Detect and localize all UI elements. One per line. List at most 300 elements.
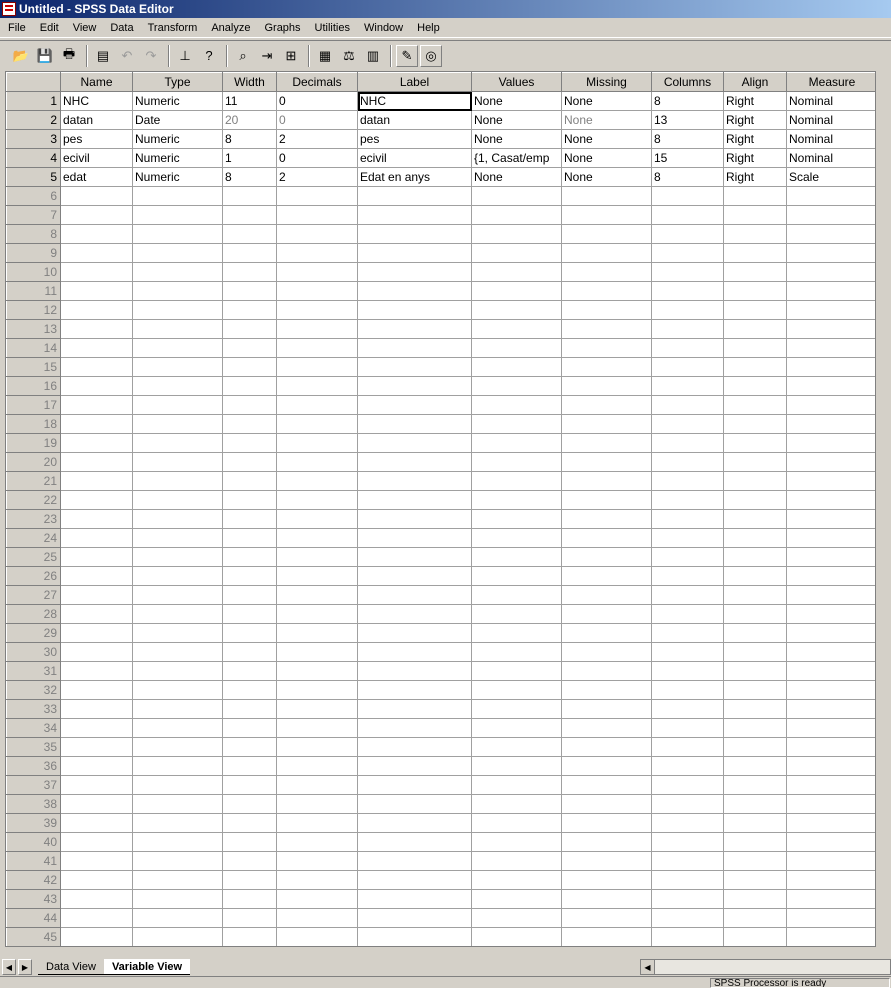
cell-missing[interactable] bbox=[562, 757, 652, 776]
row-number[interactable]: 21 bbox=[7, 472, 61, 491]
cell-decimals[interactable] bbox=[277, 852, 358, 871]
cell-decimals[interactable] bbox=[277, 187, 358, 206]
cell-missing[interactable] bbox=[562, 586, 652, 605]
row-number[interactable]: 12 bbox=[7, 301, 61, 320]
cell-align[interactable] bbox=[724, 757, 787, 776]
cell-decimals[interactable] bbox=[277, 833, 358, 852]
cell-measure[interactable] bbox=[787, 244, 877, 263]
scroll-left-arrow-icon[interactable]: ◀ bbox=[641, 960, 655, 974]
row-number[interactable]: 33 bbox=[7, 700, 61, 719]
row-number[interactable]: 15 bbox=[7, 358, 61, 377]
cell-label[interactable] bbox=[358, 282, 472, 301]
tab-scroll-right-icon[interactable]: ▶ bbox=[18, 959, 32, 975]
cell-measure[interactable] bbox=[787, 548, 877, 567]
cell-decimals[interactable] bbox=[277, 795, 358, 814]
cell-missing[interactable] bbox=[562, 814, 652, 833]
row-number[interactable]: 27 bbox=[7, 586, 61, 605]
cell-measure[interactable] bbox=[787, 225, 877, 244]
cell-decimals[interactable] bbox=[277, 282, 358, 301]
cell-align[interactable] bbox=[724, 643, 787, 662]
row-number[interactable]: 7 bbox=[7, 206, 61, 225]
cell-values[interactable] bbox=[472, 548, 562, 567]
cell-width[interactable] bbox=[223, 396, 277, 415]
cell-missing[interactable]: None bbox=[562, 92, 652, 111]
cell-decimals[interactable] bbox=[277, 605, 358, 624]
cell-measure[interactable] bbox=[787, 871, 877, 890]
cell-decimals[interactable] bbox=[277, 928, 358, 947]
cell-columns[interactable]: 8 bbox=[652, 130, 724, 149]
menu-utilities[interactable]: Utilities bbox=[314, 21, 350, 34]
cell-label[interactable] bbox=[358, 681, 472, 700]
cell-type[interactable] bbox=[133, 510, 223, 529]
cell-columns[interactable] bbox=[652, 852, 724, 871]
cell-align[interactable] bbox=[724, 510, 787, 529]
cell-measure[interactable] bbox=[787, 662, 877, 681]
cell-name[interactable] bbox=[61, 605, 133, 624]
row-number[interactable]: 11 bbox=[7, 282, 61, 301]
cell-values[interactable] bbox=[472, 434, 562, 453]
cell-measure[interactable] bbox=[787, 339, 877, 358]
cell-name[interactable]: NHC bbox=[61, 92, 133, 111]
cell-type[interactable] bbox=[133, 681, 223, 700]
cell-measure[interactable] bbox=[787, 700, 877, 719]
cell-label[interactable] bbox=[358, 738, 472, 757]
cell-values[interactable] bbox=[472, 529, 562, 548]
cell-align[interactable] bbox=[724, 719, 787, 738]
cell-missing[interactable] bbox=[562, 909, 652, 928]
row-number[interactable]: 31 bbox=[7, 662, 61, 681]
cell-label[interactable] bbox=[358, 890, 472, 909]
cell-name[interactable] bbox=[61, 187, 133, 206]
cell-decimals[interactable] bbox=[277, 700, 358, 719]
cell-name[interactable]: datan bbox=[61, 111, 133, 130]
select-cases-icon[interactable]: ▥ bbox=[366, 47, 380, 63]
cell-width[interactable] bbox=[223, 776, 277, 795]
cell-width[interactable]: 8 bbox=[223, 130, 277, 149]
cell-name[interactable] bbox=[61, 377, 133, 396]
cell-width[interactable] bbox=[223, 757, 277, 776]
cell-width[interactable] bbox=[223, 586, 277, 605]
cell-label[interactable]: datan bbox=[358, 111, 472, 130]
cell-type[interactable] bbox=[133, 852, 223, 871]
cell-type[interactable] bbox=[133, 548, 223, 567]
cell-label[interactable] bbox=[358, 339, 472, 358]
row-number[interactable]: 1 bbox=[7, 92, 61, 111]
cell-measure[interactable] bbox=[787, 415, 877, 434]
cell-columns[interactable] bbox=[652, 871, 724, 890]
row-number[interactable]: 42 bbox=[7, 871, 61, 890]
cell-name[interactable] bbox=[61, 244, 133, 263]
cell-width[interactable] bbox=[223, 301, 277, 320]
cell-width[interactable] bbox=[223, 548, 277, 567]
cell-decimals[interactable] bbox=[277, 909, 358, 928]
cell-columns[interactable] bbox=[652, 795, 724, 814]
cell-values[interactable]: {1, Casat/emp bbox=[472, 149, 562, 168]
cell-width[interactable] bbox=[223, 244, 277, 263]
cell-missing[interactable] bbox=[562, 624, 652, 643]
cell-columns[interactable]: 8 bbox=[652, 168, 724, 187]
find-icon[interactable]: ⌕ bbox=[239, 47, 247, 63]
cell-type[interactable] bbox=[133, 358, 223, 377]
cell-width[interactable] bbox=[223, 263, 277, 282]
row-number[interactable]: 29 bbox=[7, 624, 61, 643]
cell-type[interactable] bbox=[133, 339, 223, 358]
split-file-icon[interactable]: ▦ bbox=[318, 47, 332, 63]
cell-values[interactable]: None bbox=[472, 168, 562, 187]
cell-missing[interactable] bbox=[562, 662, 652, 681]
row-number[interactable]: 43 bbox=[7, 890, 61, 909]
cell-values[interactable] bbox=[472, 909, 562, 928]
cell-width[interactable] bbox=[223, 909, 277, 928]
cell-label[interactable] bbox=[358, 814, 472, 833]
redo-icon[interactable]: ↷ bbox=[145, 47, 157, 63]
cell-label[interactable] bbox=[358, 909, 472, 928]
cell-values[interactable] bbox=[472, 719, 562, 738]
cell-name[interactable] bbox=[61, 434, 133, 453]
cell-missing[interactable] bbox=[562, 206, 652, 225]
variables-icon[interactable]: ? bbox=[205, 48, 213, 63]
cell-width[interactable]: 8 bbox=[223, 168, 277, 187]
cell-width[interactable] bbox=[223, 529, 277, 548]
cell-decimals[interactable] bbox=[277, 548, 358, 567]
vertical-scrollbar[interactable] bbox=[877, 71, 891, 947]
cell-width[interactable]: 20 bbox=[223, 111, 277, 130]
cell-columns[interactable] bbox=[652, 396, 724, 415]
row-number[interactable]: 38 bbox=[7, 795, 61, 814]
cell-label[interactable] bbox=[358, 643, 472, 662]
row-number[interactable]: 20 bbox=[7, 453, 61, 472]
cell-align[interactable] bbox=[724, 795, 787, 814]
row-number[interactable]: 22 bbox=[7, 491, 61, 510]
cell-missing[interactable] bbox=[562, 377, 652, 396]
cell-width[interactable] bbox=[223, 833, 277, 852]
cell-type[interactable] bbox=[133, 738, 223, 757]
cell-missing[interactable] bbox=[562, 928, 652, 947]
cell-columns[interactable] bbox=[652, 244, 724, 263]
cell-align[interactable] bbox=[724, 377, 787, 396]
row-number[interactable]: 19 bbox=[7, 434, 61, 453]
cell-columns[interactable] bbox=[652, 320, 724, 339]
row-number[interactable]: 41 bbox=[7, 852, 61, 871]
cell-decimals[interactable] bbox=[277, 624, 358, 643]
cell-name[interactable] bbox=[61, 852, 133, 871]
cell-width[interactable] bbox=[223, 206, 277, 225]
cell-values[interactable] bbox=[472, 814, 562, 833]
cell-columns[interactable] bbox=[652, 434, 724, 453]
cell-type[interactable] bbox=[133, 472, 223, 491]
cell-decimals[interactable] bbox=[277, 301, 358, 320]
cell-name[interactable]: edat bbox=[61, 168, 133, 187]
row-number[interactable]: 30 bbox=[7, 643, 61, 662]
cell-type[interactable] bbox=[133, 263, 223, 282]
cell-type[interactable] bbox=[133, 700, 223, 719]
cell-type[interactable] bbox=[133, 206, 223, 225]
cell-missing[interactable] bbox=[562, 567, 652, 586]
tab-data-view[interactable]: Data View bbox=[38, 959, 104, 975]
cell-missing[interactable] bbox=[562, 396, 652, 415]
cell-measure[interactable] bbox=[787, 529, 877, 548]
cell-align[interactable] bbox=[724, 567, 787, 586]
cell-width[interactable] bbox=[223, 738, 277, 757]
cell-missing[interactable] bbox=[562, 415, 652, 434]
cell-columns[interactable] bbox=[652, 187, 724, 206]
cell-name[interactable] bbox=[61, 396, 133, 415]
cell-values[interactable] bbox=[472, 776, 562, 795]
cell-missing[interactable]: None bbox=[562, 111, 652, 130]
cell-align[interactable] bbox=[724, 434, 787, 453]
cell-align[interactable] bbox=[724, 187, 787, 206]
cell-type[interactable] bbox=[133, 833, 223, 852]
cell-align[interactable] bbox=[724, 700, 787, 719]
cell-columns[interactable] bbox=[652, 928, 724, 947]
cell-align[interactable]: Right bbox=[724, 111, 787, 130]
cell-type[interactable]: Numeric bbox=[133, 92, 223, 111]
cell-decimals[interactable] bbox=[277, 643, 358, 662]
row-number[interactable]: 4 bbox=[7, 149, 61, 168]
menu-help[interactable]: Help bbox=[417, 21, 440, 34]
cell-measure[interactable] bbox=[787, 510, 877, 529]
cell-measure[interactable] bbox=[787, 206, 877, 225]
cell-measure[interactable] bbox=[787, 738, 877, 757]
cell-columns[interactable] bbox=[652, 206, 724, 225]
cell-name[interactable] bbox=[61, 453, 133, 472]
cell-align[interactable] bbox=[724, 206, 787, 225]
cell-align[interactable] bbox=[724, 301, 787, 320]
cell-name[interactable] bbox=[61, 757, 133, 776]
cell-name[interactable] bbox=[61, 871, 133, 890]
cell-values[interactable] bbox=[472, 320, 562, 339]
cell-name[interactable] bbox=[61, 890, 133, 909]
cell-measure[interactable] bbox=[787, 852, 877, 871]
cell-columns[interactable] bbox=[652, 453, 724, 472]
cell-columns[interactable] bbox=[652, 472, 724, 491]
cell-measure[interactable] bbox=[787, 624, 877, 643]
insert-variable-icon[interactable]: ⊞ bbox=[285, 47, 297, 63]
cell-name[interactable] bbox=[61, 776, 133, 795]
cell-missing[interactable] bbox=[562, 738, 652, 757]
cell-name[interactable]: ecivil bbox=[61, 149, 133, 168]
cell-type[interactable] bbox=[133, 415, 223, 434]
row-number[interactable]: 10 bbox=[7, 263, 61, 282]
cell-columns[interactable] bbox=[652, 339, 724, 358]
cell-width[interactable] bbox=[223, 681, 277, 700]
cell-type[interactable]: Date bbox=[133, 111, 223, 130]
cell-type[interactable] bbox=[133, 453, 223, 472]
cell-measure[interactable] bbox=[787, 833, 877, 852]
cell-name[interactable] bbox=[61, 358, 133, 377]
cell-width[interactable] bbox=[223, 852, 277, 871]
cell-columns[interactable] bbox=[652, 624, 724, 643]
cell-name[interactable] bbox=[61, 320, 133, 339]
cell-width[interactable] bbox=[223, 567, 277, 586]
cell-missing[interactable] bbox=[562, 491, 652, 510]
row-number[interactable]: 3 bbox=[7, 130, 61, 149]
cell-missing[interactable] bbox=[562, 358, 652, 377]
cell-label[interactable] bbox=[358, 833, 472, 852]
cell-name[interactable] bbox=[61, 225, 133, 244]
cell-width[interactable] bbox=[223, 662, 277, 681]
cell-measure[interactable] bbox=[787, 814, 877, 833]
column-header-values[interactable]: Values bbox=[472, 73, 562, 92]
cell-decimals[interactable] bbox=[277, 339, 358, 358]
horizontal-scrollbar[interactable] bbox=[640, 959, 891, 975]
cell-align[interactable] bbox=[724, 548, 787, 567]
use-sets-icon[interactable]: ◎ bbox=[420, 45, 442, 67]
row-number[interactable]: 14 bbox=[7, 339, 61, 358]
cell-label[interactable] bbox=[358, 415, 472, 434]
cell-decimals[interactable] bbox=[277, 757, 358, 776]
row-number[interactable]: 8 bbox=[7, 225, 61, 244]
cell-label[interactable] bbox=[358, 529, 472, 548]
cell-decimals[interactable] bbox=[277, 472, 358, 491]
cell-decimals[interactable]: 2 bbox=[277, 130, 358, 149]
goto-chart-icon[interactable]: ⊥ bbox=[179, 47, 191, 63]
cell-columns[interactable] bbox=[652, 415, 724, 434]
cell-values[interactable] bbox=[472, 738, 562, 757]
cell-align[interactable] bbox=[724, 396, 787, 415]
cell-type[interactable] bbox=[133, 282, 223, 301]
cell-type[interactable] bbox=[133, 605, 223, 624]
cell-label[interactable] bbox=[358, 358, 472, 377]
column-header-align[interactable]: Align bbox=[724, 73, 787, 92]
cell-type[interactable] bbox=[133, 396, 223, 415]
cell-measure[interactable] bbox=[787, 776, 877, 795]
cell-missing[interactable] bbox=[562, 225, 652, 244]
cell-align[interactable] bbox=[724, 320, 787, 339]
cell-decimals[interactable] bbox=[277, 890, 358, 909]
cell-missing[interactable] bbox=[562, 605, 652, 624]
cell-columns[interactable] bbox=[652, 909, 724, 928]
cell-label[interactable]: NHC bbox=[358, 92, 472, 111]
cell-name[interactable] bbox=[61, 909, 133, 928]
cell-name[interactable]: pes bbox=[61, 130, 133, 149]
column-header-missing[interactable]: Missing bbox=[562, 73, 652, 92]
cell-align[interactable] bbox=[724, 453, 787, 472]
cell-align[interactable] bbox=[724, 282, 787, 301]
cell-missing[interactable] bbox=[562, 282, 652, 301]
cell-label[interactable] bbox=[358, 206, 472, 225]
cell-measure[interactable] bbox=[787, 472, 877, 491]
menu-window[interactable]: Window bbox=[364, 21, 404, 34]
cell-width[interactable]: 1 bbox=[223, 149, 277, 168]
undo-icon[interactable]: ↶ bbox=[121, 47, 133, 63]
cell-width[interactable] bbox=[223, 624, 277, 643]
row-number[interactable]: 25 bbox=[7, 548, 61, 567]
cell-columns[interactable] bbox=[652, 643, 724, 662]
column-header-measure[interactable]: Measure bbox=[787, 73, 877, 92]
tab-variable-view[interactable]: Variable View bbox=[104, 959, 190, 975]
cell-align[interactable] bbox=[724, 605, 787, 624]
cell-decimals[interactable] bbox=[277, 453, 358, 472]
cell-values[interactable] bbox=[472, 567, 562, 586]
cell-label[interactable] bbox=[358, 377, 472, 396]
cell-values[interactable] bbox=[472, 852, 562, 871]
cell-align[interactable] bbox=[724, 244, 787, 263]
cell-columns[interactable]: 8 bbox=[652, 92, 724, 111]
cell-decimals[interactable] bbox=[277, 491, 358, 510]
cell-columns[interactable]: 15 bbox=[652, 149, 724, 168]
cell-name[interactable] bbox=[61, 510, 133, 529]
cell-decimals[interactable] bbox=[277, 814, 358, 833]
row-number[interactable]: 13 bbox=[7, 320, 61, 339]
cell-decimals[interactable] bbox=[277, 320, 358, 339]
cell-width[interactable] bbox=[223, 187, 277, 206]
cell-name[interactable] bbox=[61, 263, 133, 282]
cell-width[interactable] bbox=[223, 453, 277, 472]
insert-case-icon[interactable]: ⇥ bbox=[261, 47, 273, 63]
cell-label[interactable] bbox=[358, 453, 472, 472]
cell-label[interactable] bbox=[358, 548, 472, 567]
cell-align[interactable] bbox=[724, 529, 787, 548]
cell-columns[interactable] bbox=[652, 719, 724, 738]
cell-values[interactable]: None bbox=[472, 130, 562, 149]
cell-label[interactable] bbox=[358, 225, 472, 244]
cell-measure[interactable] bbox=[787, 605, 877, 624]
cell-measure[interactable]: Scale bbox=[787, 168, 877, 187]
cell-decimals[interactable] bbox=[277, 358, 358, 377]
menu-edit[interactable]: Edit bbox=[39, 21, 59, 34]
cell-measure[interactable] bbox=[787, 301, 877, 320]
cell-measure[interactable]: Nominal bbox=[787, 92, 877, 111]
cell-align[interactable]: Right bbox=[724, 168, 787, 187]
cell-columns[interactable] bbox=[652, 491, 724, 510]
cell-width[interactable] bbox=[223, 890, 277, 909]
cell-align[interactable] bbox=[724, 662, 787, 681]
column-header-type[interactable]: Type bbox=[133, 73, 223, 92]
cell-values[interactable] bbox=[472, 510, 562, 529]
menu-transform[interactable]: Transform bbox=[147, 21, 198, 34]
row-number[interactable]: 32 bbox=[7, 681, 61, 700]
cell-measure[interactable] bbox=[787, 567, 877, 586]
cell-label[interactable] bbox=[358, 396, 472, 415]
cell-label[interactable] bbox=[358, 491, 472, 510]
cell-label[interactable] bbox=[358, 434, 472, 453]
cell-align[interactable] bbox=[724, 491, 787, 510]
cell-width[interactable] bbox=[223, 510, 277, 529]
row-number[interactable]: 40 bbox=[7, 833, 61, 852]
cell-columns[interactable] bbox=[652, 225, 724, 244]
cell-columns[interactable]: 13 bbox=[652, 111, 724, 130]
cell-values[interactable] bbox=[472, 643, 562, 662]
cell-missing[interactable] bbox=[562, 529, 652, 548]
cell-decimals[interactable] bbox=[277, 377, 358, 396]
cell-label[interactable] bbox=[358, 187, 472, 206]
row-number[interactable]: 37 bbox=[7, 776, 61, 795]
cell-name[interactable] bbox=[61, 206, 133, 225]
cell-missing[interactable] bbox=[562, 890, 652, 909]
cell-decimals[interactable] bbox=[277, 738, 358, 757]
cell-label[interactable] bbox=[358, 510, 472, 529]
cell-missing[interactable] bbox=[562, 187, 652, 206]
cell-measure[interactable] bbox=[787, 719, 877, 738]
cell-label[interactable] bbox=[358, 320, 472, 339]
cell-type[interactable]: Numeric bbox=[133, 130, 223, 149]
cell-measure[interactable] bbox=[787, 890, 877, 909]
row-number[interactable]: 39 bbox=[7, 814, 61, 833]
cell-decimals[interactable] bbox=[277, 206, 358, 225]
column-header-columns[interactable]: Columns bbox=[652, 73, 724, 92]
cell-name[interactable] bbox=[61, 586, 133, 605]
cell-align[interactable] bbox=[724, 415, 787, 434]
cell-label[interactable] bbox=[358, 586, 472, 605]
cell-type[interactable] bbox=[133, 187, 223, 206]
cell-type[interactable] bbox=[133, 529, 223, 548]
cell-type[interactable] bbox=[133, 871, 223, 890]
cell-align[interactable] bbox=[724, 681, 787, 700]
cell-name[interactable] bbox=[61, 282, 133, 301]
cell-label[interactable] bbox=[358, 795, 472, 814]
cell-columns[interactable] bbox=[652, 814, 724, 833]
